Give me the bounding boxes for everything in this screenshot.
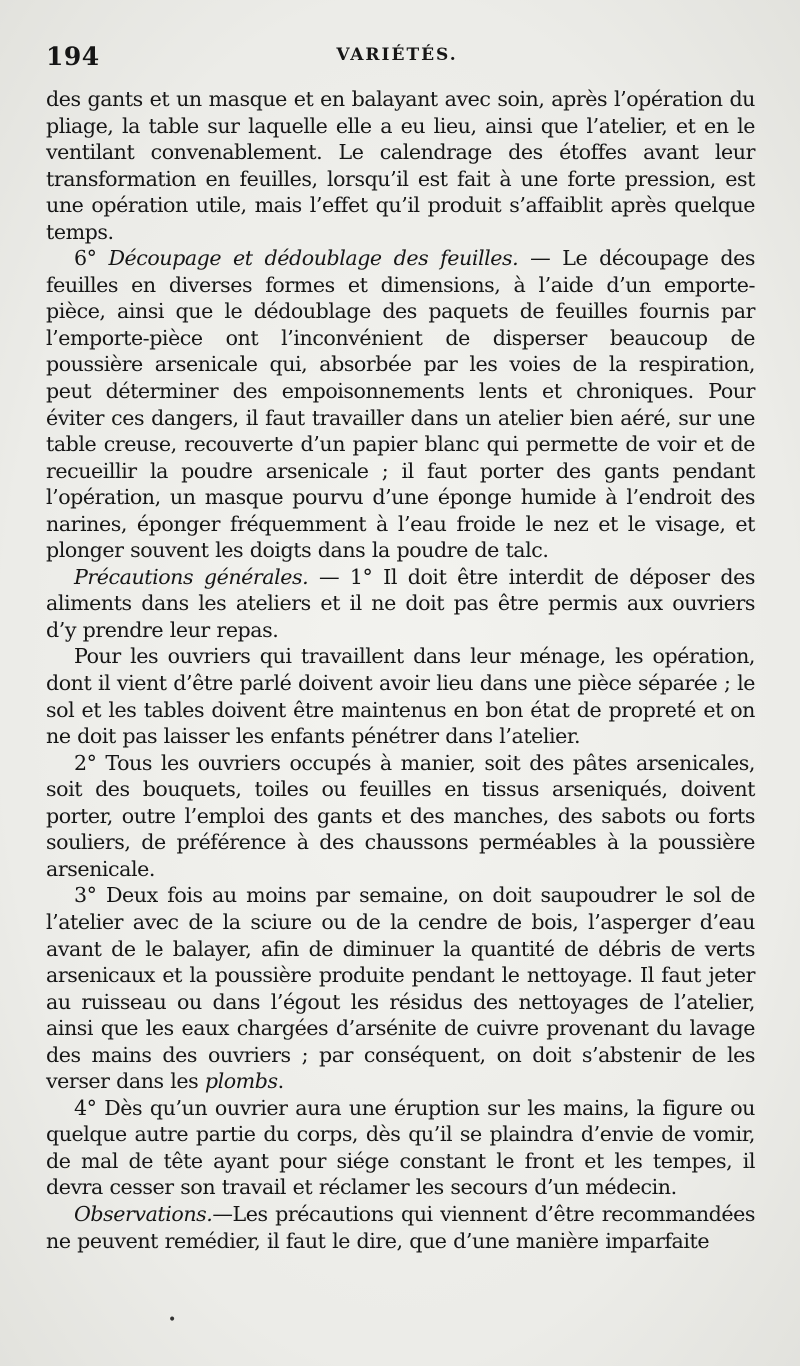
paragraph-text: — 1° Il doit être interdit de déposer des aliments dans les ateliers et il ne doit pas être permis aux ouvriers d’y prendre leur repas.: [46, 564, 755, 642]
paragraph-menage: [46, 643, 755, 749]
paragraph-text: — Le découpage des feuilles en diverses formes et dimensions, à l’aide d’un emporte-pièce, ainsi que le dédoublage des paquets de feuilles fournis par l’emporte-pièce ont l’inconvénient de disperser beaucoup de poussière arsenicale qui, absorbée par les voies de la respiration, peut déterminer des empoisonnements lents et chroniques. Pour éviter ces dangers, il faut travailler dans un atelier bien aéré, sur une table creuse, recouverte d’un papier blanc qui permette de voir et de recueillir la poudre arsenicale ; il faut porter des gants pendant l’opération, un masque pourvu d’une éponge humide à l’endroit des narines, éponger fréquemment à l’eau froide le nez et le visage, et plonger souvent les doigts dans la poudre de talc.: [46, 246, 755, 563]
paragraph-heading: Observations.: [74, 1201, 213, 1226]
running-head: [46, 42, 748, 78]
page-number: 194: [46, 42, 100, 71]
footer-mark: •: [168, 1312, 177, 1328]
paragraph-number: 6°: [74, 246, 109, 271]
italic-word: plombs: [204, 1069, 278, 1094]
paragraph-tail: .: [277, 1069, 284, 1094]
paragraph-decoupage: [46, 245, 755, 564]
body-text: [46, 86, 755, 1254]
paragraph-precautions: [46, 564, 755, 644]
paragraph-text: 2° Tous les ouvriers occupés à manier, soit des pâtes arsenicales, soit des bouquets, toiles ou feuilles en tissus arseniqués, doivent porter, outre l’emploi des gants et des manches, des sabots ou forts souliers, de préférence à des chaussons perméables à la poussière arsenicale.: [46, 750, 755, 881]
paragraph-observations: [46, 1201, 755, 1254]
paragraph-item-4: [46, 1095, 755, 1201]
paragraph-text: 3° Deux fois au moins par semaine, on doit saupoudrer le sol de l’atelier avec de la sciure ou de la cendre de bois, l’asperger d’eau avant de le balayer, afin de diminuer la quantité de débris de verts arsenicaux et la poussière produite pendant le nettoyage. Il faut jeter au ruisseau ou dans l’égout les résidus des nettoyages de l’atelier, ainsi que les eaux chargées d’arsénite de cuivre provenant du lavage des mains des ouvriers ; par conséquent, on doit s’abstenir de les verser dans les: [46, 883, 755, 1094]
paragraph-item-2: [46, 750, 755, 883]
paragraph-item-3: [46, 882, 755, 1094]
paragraph-text: Pour les ouvriers qui travaillent dans leur ménage, les opération, dont il vient d’être parlé doivent avoir lieu dans une pièce séparée ; le sol et les tables doivent être maintenus en bon état de propreté et on ne doit pas laisser les enfants pénétrer dans l’atelier.: [46, 644, 755, 749]
paragraph-text: des gants et un masque et en balayant avec soin, après l’opération du pliage, la table sur laquelle elle a eu lieu, ainsi que l’atelier, et en le ventilant convenablement. Le calendrage des étoffes avant leur transformation en feuilles, lorsqu’il est fait à une forte pression, est une opération utile, mais l’effet qu’il produit s’affaiblit après quelque temps.: [46, 87, 755, 244]
paragraph-text: —Les précautions qui viennent d’être recommandées ne peuvent remédier, il faut le dire, que d’une manière imparfaite: [46, 1201, 755, 1253]
paragraph-text: 4° Dès qu’un ouvrier aura une éruption sur les mains, la figure ou quelque autre partie du corps, dès qu’il se plaindra d’envie de vomir, de mal de tête ayant pour siége constant le front et les tempes, il devra cesser son travail et réclamer les secours d’un médecin.: [46, 1095, 755, 1200]
section-title: VARIÉTÉS.: [336, 45, 458, 65]
paragraph-heading: Précautions générales.: [74, 564, 309, 589]
paragraph-continuation: [46, 86, 755, 245]
paragraph-heading: Découpage et dédoublage des feuilles.: [108, 246, 519, 271]
